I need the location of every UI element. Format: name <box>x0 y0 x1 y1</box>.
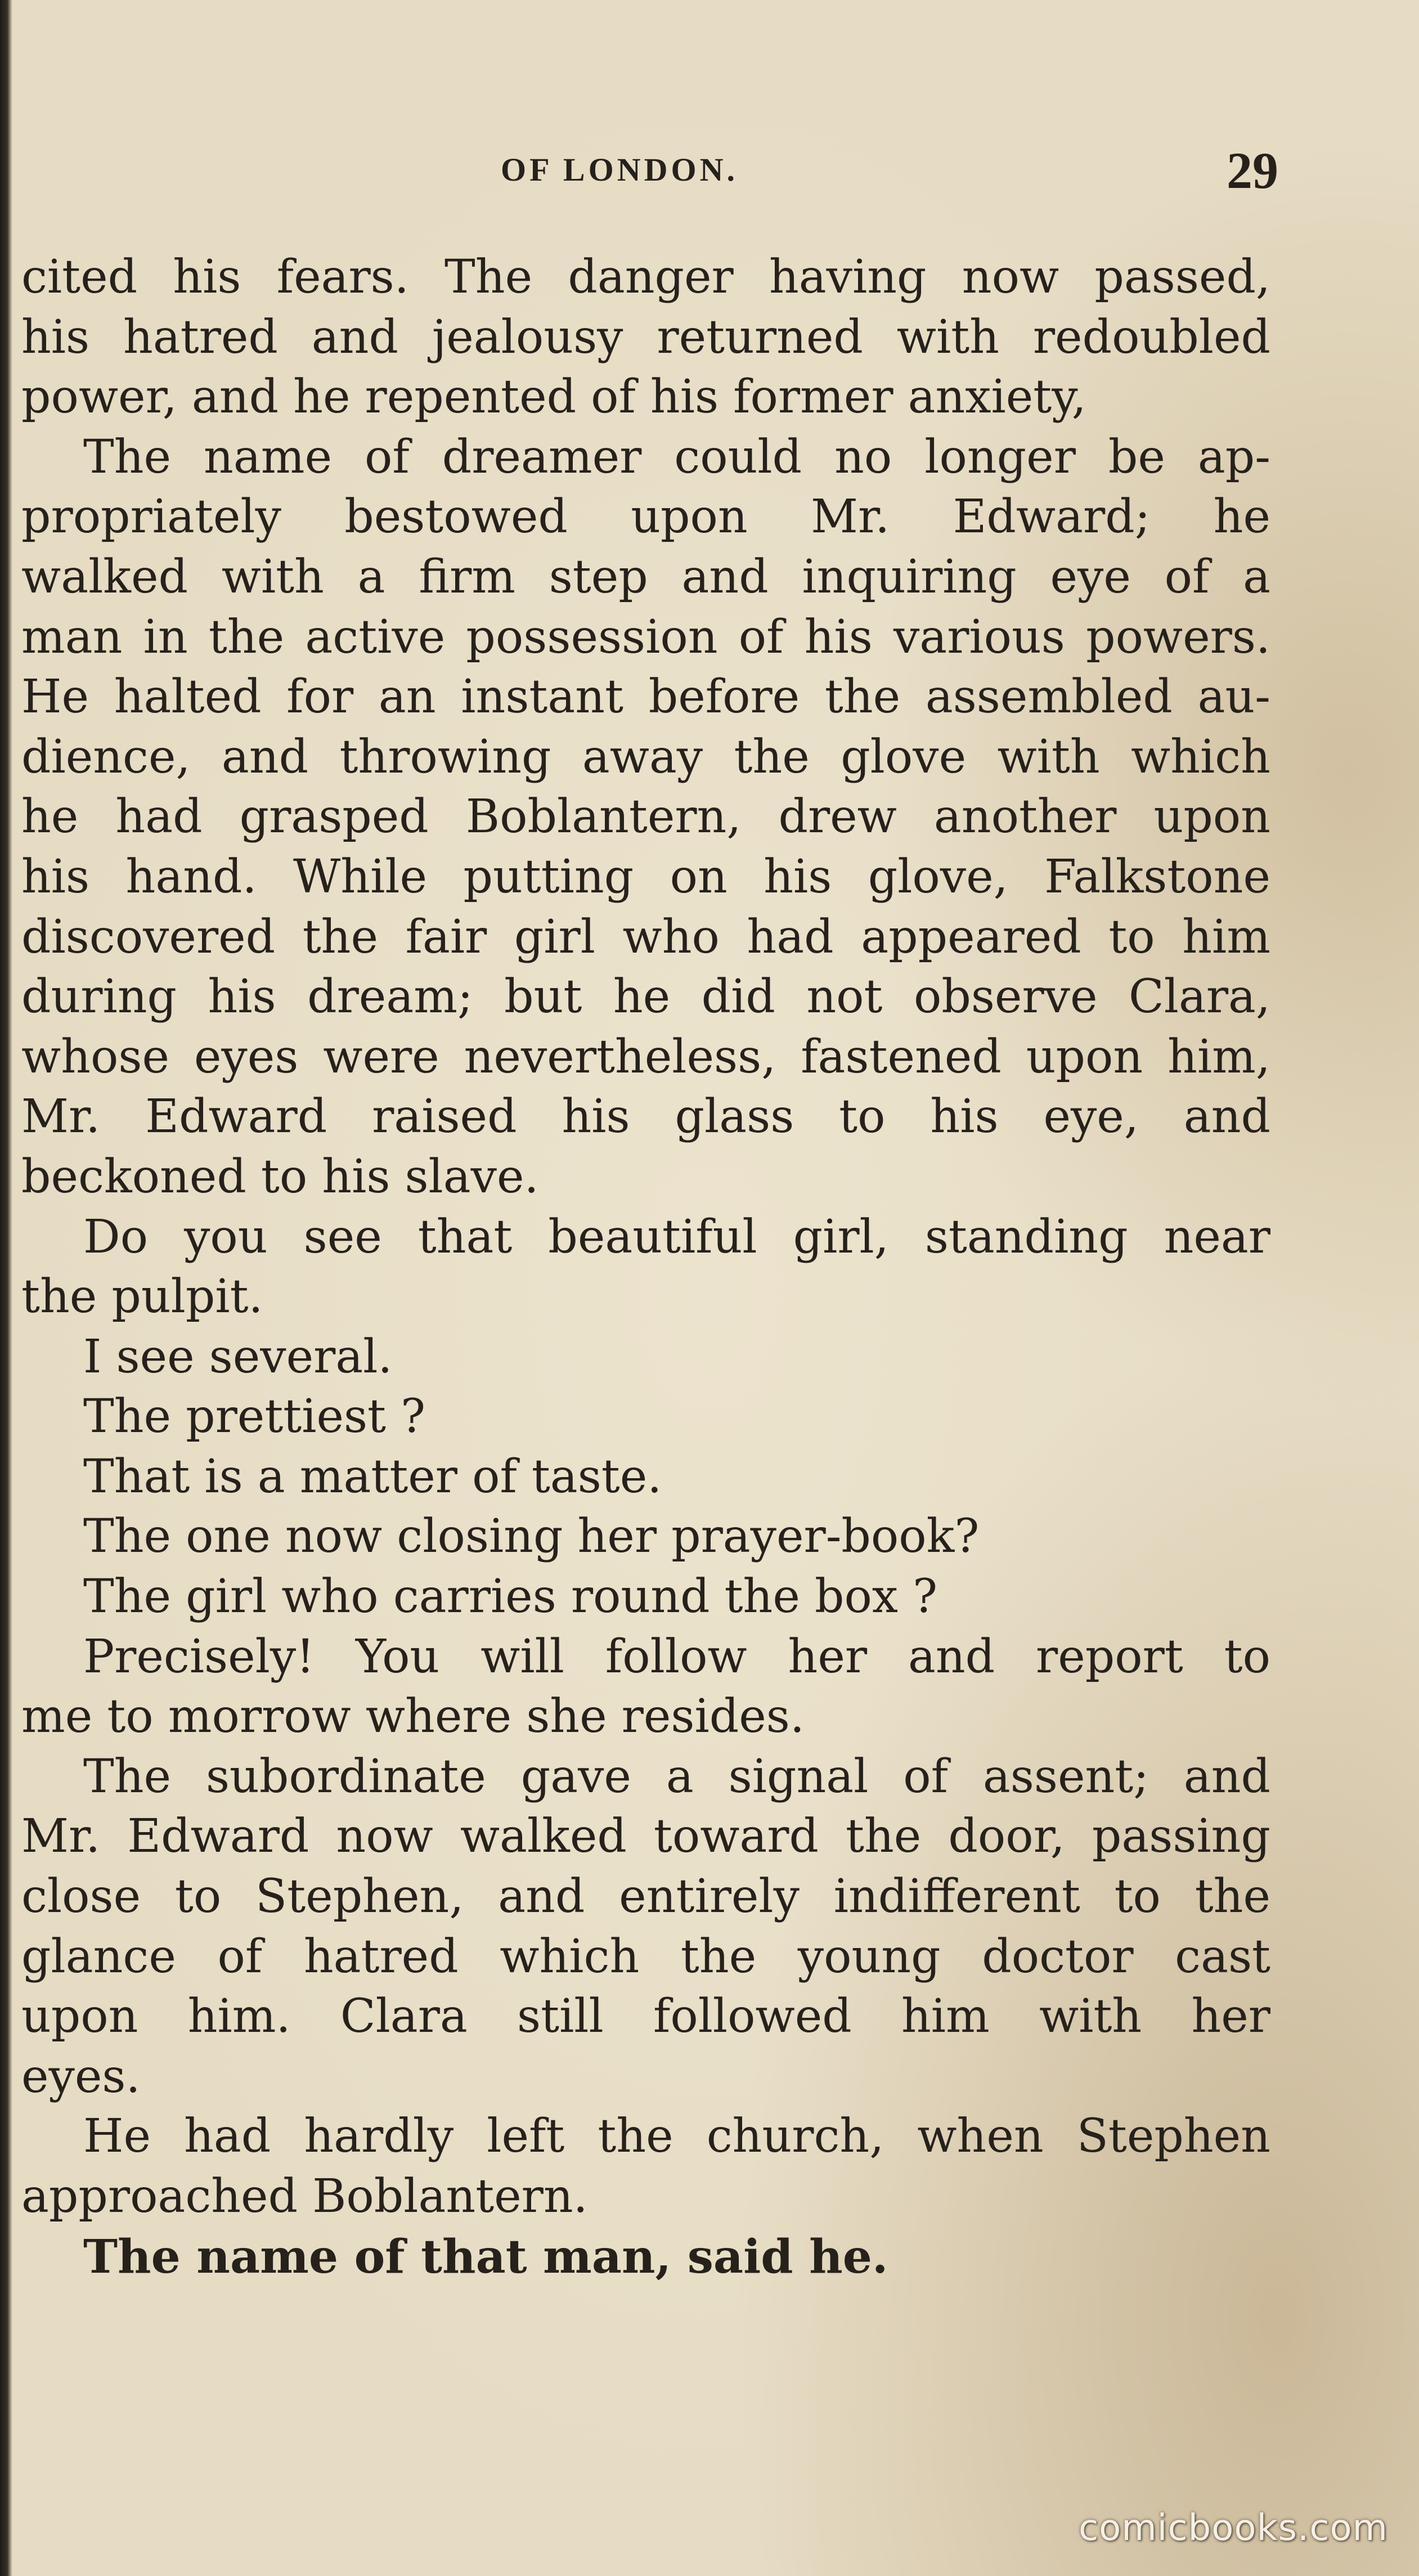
text-line: propriately bestowed upon Mr. Edward; he <box>21 490 1270 544</box>
text-line: discovered the fair girl who had appeared to him <box>21 910 1270 964</box>
text-line: The prettiest ? <box>83 1390 426 1444</box>
text-line: Mr. Edward now walked toward the door, passing <box>21 1810 1270 1864</box>
text-line: He had hardly left the church, when Stephen <box>83 2110 1270 2164</box>
text-line: his hand. While putting on his glove, Falkstone <box>21 850 1270 904</box>
text-line: the pulpit. <box>21 1270 263 1324</box>
text-line: Precisely! You will follow her and report to <box>83 1630 1270 1684</box>
text-line: walked with a firm step and inquiring eye of a <box>21 550 1270 604</box>
text-line: during his dream; but he did not observe Clara, <box>21 970 1270 1024</box>
text-line: glance of hatred which the young doctor cast <box>21 1929 1270 1983</box>
text-line: dience, and throwing away the glove with which <box>21 730 1270 784</box>
text-line: he had grasped Boblantern, drew another upon <box>21 790 1270 844</box>
text-line: The girl who carries round the box ? <box>83 1570 938 1624</box>
text-line: Do you see that beautiful girl, standing near <box>83 1210 1270 1264</box>
text-line: whose eyes were nevertheless, fastened upon him, <box>21 1030 1270 1084</box>
text-line: That is a matter of taste. <box>83 1449 662 1504</box>
body-text <box>21 248 1270 2287</box>
text-line: The name of dreamer could no longer be ap- <box>83 430 1270 484</box>
text-line: man in the active possession of his various powers. <box>21 610 1270 664</box>
page-number: 29 <box>1227 142 1278 199</box>
text-line: cited his fears. The danger having now passed, <box>21 250 1270 304</box>
text-line: He halted for an instant before the assembled au- <box>21 670 1270 724</box>
text-line: his hatred and jealousy returned with redoubled <box>21 310 1270 364</box>
binding-edge <box>0 0 12 2576</box>
watermark: comicbooks.com <box>1078 2507 1388 2549</box>
text-line: I see several. <box>83 1330 393 1384</box>
text-line: The one now closing her prayer-book? <box>83 1510 980 1564</box>
text-line: eyes. <box>21 2049 141 2103</box>
text-line: Mr. Edward raised his glass to his eye, and <box>21 1090 1270 1144</box>
running-title: OF LONDON. <box>501 151 738 188</box>
text-line: me to morrow where she resides. <box>21 1690 805 1744</box>
text-line: close to Stephen, and entirely indifferent to the <box>21 1870 1270 1924</box>
text-line: The name of that man, said he. <box>83 2229 888 2284</box>
text-line: The subordinate gave a signal of assent; and <box>83 1749 1270 1803</box>
text-line: approached Boblantern. <box>21 2170 588 2223</box>
text-line: power, and he repented of his former anxiety, <box>21 370 1086 424</box>
text-line: beckoned to his slave. <box>21 1150 539 1204</box>
text-line: upon him. Clara still followed him with her <box>21 1990 1270 2044</box>
running-head <box>0 141 1419 203</box>
